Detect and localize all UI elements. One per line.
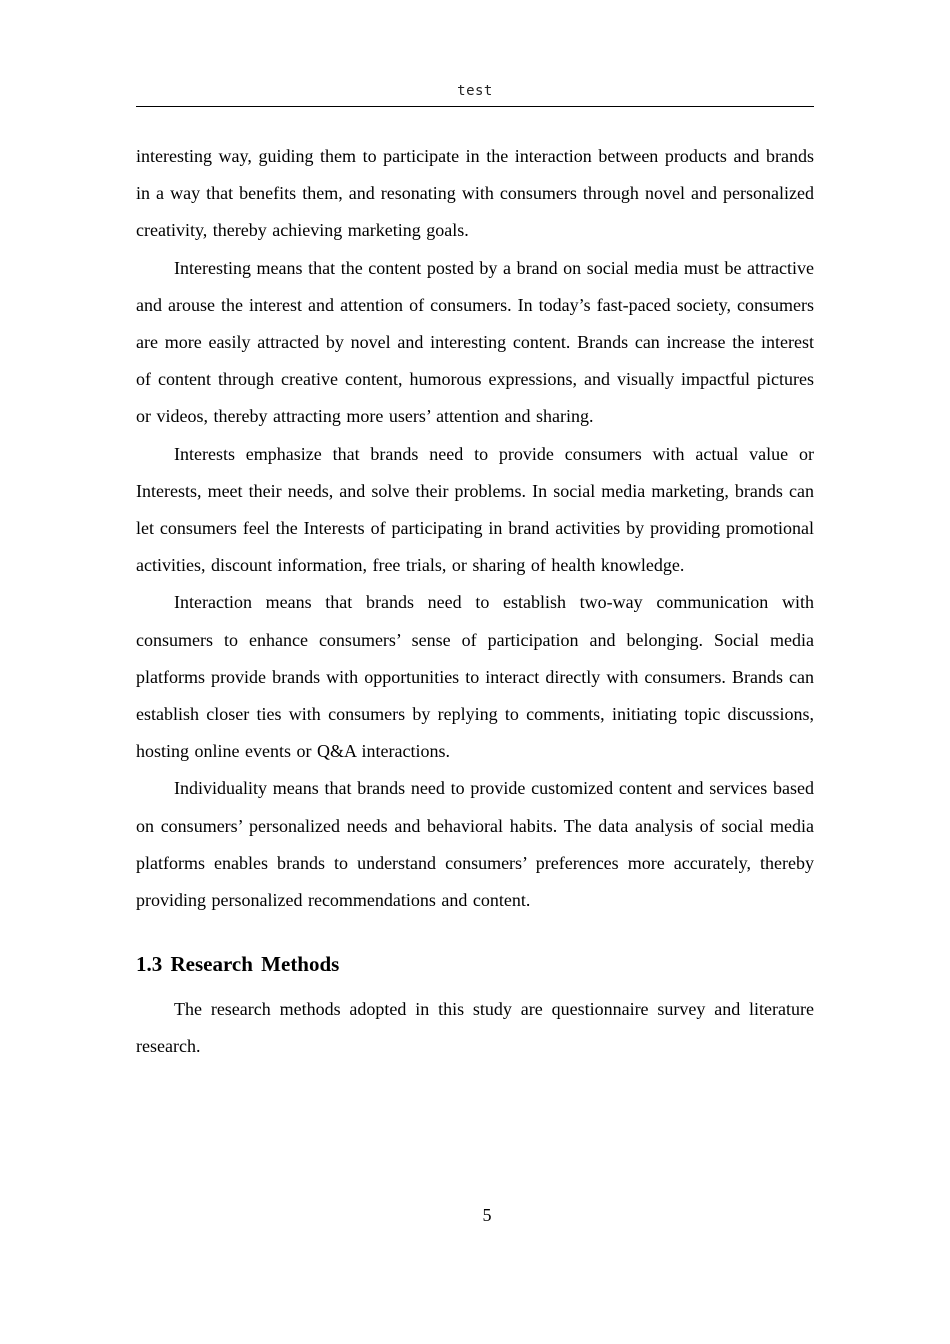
section-paragraph-1: The research methods adopted in this study are questionnaire survey and literature research.: [136, 999, 814, 1057]
section-number: 1.3: [136, 952, 163, 977]
running-header: [136, 80, 814, 107]
body-paragraph-2: Interesting means that the content posted by a brand on social media must be attractive and arouse the interest and attention of consumers. In today’s fast-paced society, consumers are more easily attracted by novel and interesting content. Brands can increase the interest of content through creative content, humorous expressions, and visually impactful pictures or videos, thereby attracting more users’ attention and sharing.: [136, 257, 814, 427]
body-paragraph-4: Interaction means that brands need to establish two-way communication with consumers to enhance consumers’ sense of participation and belonging. Social media platforms provide brands with opportunities to interact directly with consumers. Brands can establish closer ties with consumers by replying to comments, initiating topic discussions, hosting online events or Q&A interactions.: [136, 592, 814, 762]
body-paragraph-1: interesting way, guiding them to participate in the interaction between products and brands in a way that benefits them, and resonating with consumers through novel and personalized creativity, thereby achieving marketing goals.: [136, 146, 814, 241]
section-heading: [136, 949, 814, 979]
page-body: [136, 138, 814, 1066]
section-title: Research Methods: [170, 952, 340, 977]
running-header-title: test: [457, 83, 493, 99]
page-number: 5: [482, 1205, 492, 1225]
body-paragraph-3: Interests emphasize that brands need to provide consumers with actual value or Interests, meet their needs, and solve their problems. In social media marketing, brands can let consumers feel the Interests of participating in brand activities by providing promotional activities, discount information, free trials, or sharing of health knowledge.: [136, 443, 814, 576]
body-paragraph-5: Individuality means that brands need to provide customized content and services based on consumers’ personalized needs and behavioral habits. The data analysis of social media platforms enables brands to understand consumers’ preferences more accurately, thereby providing personalized recommendations and content.: [136, 778, 814, 911]
